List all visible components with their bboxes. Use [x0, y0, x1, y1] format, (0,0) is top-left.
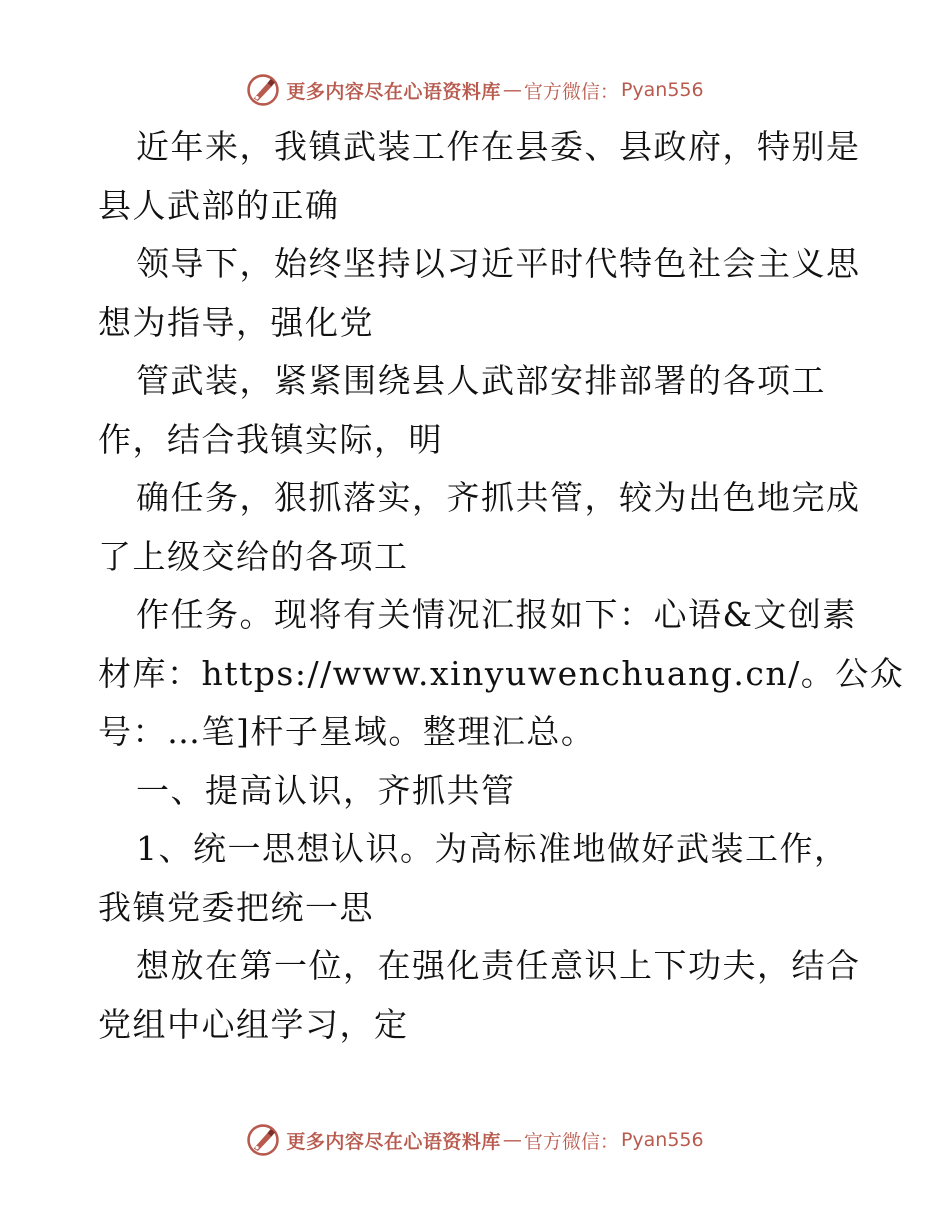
text-line: 管武装，紧紧围绕县人武部安排部署的各项工	[136, 361, 826, 400]
watermark-wechat-id: Pyan556	[620, 79, 704, 101]
watermark-separator: —	[502, 1129, 522, 1151]
text-line: 我镇党委把统一思	[98, 887, 374, 927]
document-body	[98, 118, 905, 1054]
watermark-wechat-label: 官方微信：	[523, 1130, 619, 1153]
text-line: 号：…笔]杆子星域。整理汇总。	[98, 712, 596, 751]
text-line: 近年来，我镇武装工作在县委、县政府，特别是	[136, 127, 861, 166]
pen-logo-icon	[246, 73, 280, 107]
text-line: 县人武部的正确	[98, 185, 340, 225]
text-line: 1、统一思想认识。为高标准地做好武装工作，	[136, 829, 849, 868]
text-line: 材库：https://www.xinyuwenchuang.cn/。公众	[98, 653, 905, 693]
text-line: 了上级交给的各项工	[98, 536, 409, 576]
watermark-separator: —	[502, 79, 522, 101]
text-line: 想放在第一位，在强化责任意识上下功夫，结合	[136, 946, 861, 985]
section-heading: 一、提高认识，齐抓共管	[136, 770, 516, 810]
watermark-main-text: 更多内容尽在心语资料库	[286, 1130, 501, 1153]
text-line: 作，结合我镇实际，明	[98, 419, 443, 459]
watermark-wechat-id: Pyan556	[620, 1129, 704, 1151]
pen-logo-icon	[246, 1123, 280, 1157]
text-line: 领导下，始终坚持以习近平时代特色社会主义思	[136, 244, 861, 283]
header-watermark	[0, 70, 950, 110]
watermark-main-text: 更多内容尽在心语资料库	[286, 80, 501, 103]
footer-watermark	[0, 1120, 950, 1160]
text-line: 党组中心组学习，定	[98, 1004, 409, 1044]
watermark-wechat-label: 官方微信：	[523, 80, 619, 103]
text-line: 作任务。现将有关情况汇报如下：心语&文创素	[136, 595, 857, 634]
text-line: 确任务，狠抓落实，齐抓共管，较为出色地完成	[136, 478, 861, 517]
text-line: 想为指导，强化党	[98, 302, 374, 342]
